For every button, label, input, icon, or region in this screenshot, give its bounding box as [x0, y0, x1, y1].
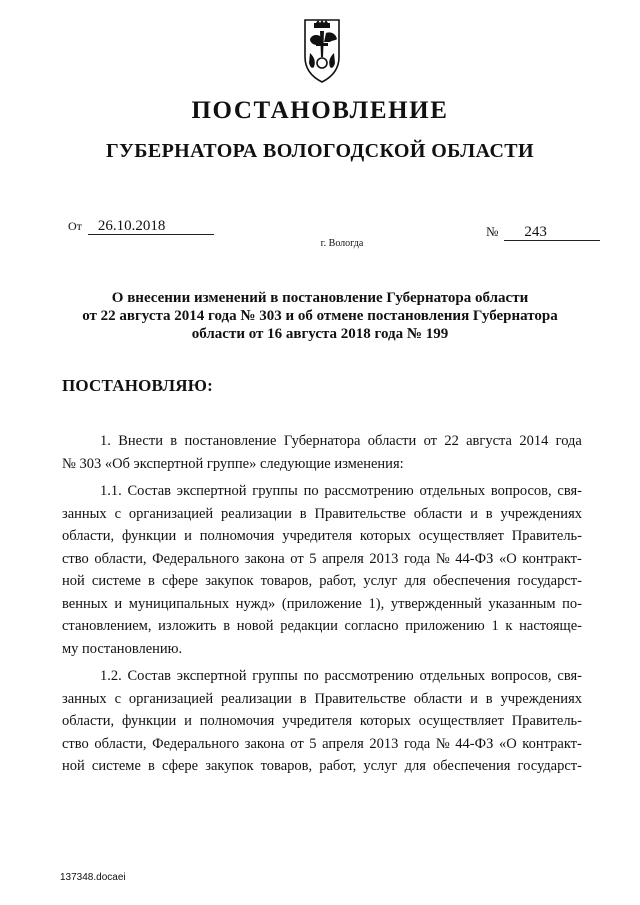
- body-word: изложить: [158, 618, 217, 634]
- body-text: [100, 480, 582, 503]
- body-text: [100, 665, 582, 688]
- body-word: контракт-: [522, 550, 582, 567]
- body-word: полномочия: [199, 713, 275, 729]
- resolve-heading: ПОСТАНОВЛЯЮ:: [62, 376, 213, 395]
- body-word: области,: [94, 550, 147, 567]
- body-word: услуг: [363, 573, 398, 589]
- body-word: закупок: [205, 758, 254, 774]
- body-word: учреждениях: [500, 690, 582, 707]
- date-label: От: [68, 219, 82, 233]
- body-word: учреждениях: [500, 505, 582, 522]
- body-word: организацией: [128, 690, 214, 707]
- body-word: 22: [444, 433, 459, 449]
- body-word: области,: [62, 528, 115, 544]
- body-word: отдельных: [419, 483, 486, 499]
- body-line: [62, 593, 582, 616]
- body-line: [62, 453, 582, 476]
- body-word: 2014: [519, 433, 549, 449]
- body-word: 1),: [368, 595, 385, 612]
- file-reference: 137348.docaei: [60, 872, 126, 883]
- body-word: государст-: [517, 573, 582, 589]
- document-body: [62, 430, 582, 778]
- body-word: 5: [309, 550, 317, 567]
- body-word: для: [404, 573, 426, 589]
- body-word: в: [299, 505, 307, 522]
- body-word: рассмотрению: [324, 668, 414, 684]
- body-word: реализации: [221, 690, 292, 707]
- body-word: для: [404, 758, 426, 774]
- body-word: 1.1.: [100, 483, 122, 499]
- body-word: по: [303, 668, 319, 684]
- city-label: г. Вологда: [320, 238, 364, 249]
- body-word: в: [148, 573, 155, 589]
- body-word: обеспечения: [432, 573, 511, 589]
- body-word: экспертной: [176, 483, 247, 499]
- body-line: [62, 503, 582, 526]
- body-word: ство: [62, 735, 89, 752]
- body-text: [62, 525, 582, 548]
- body-word: в: [485, 505, 493, 522]
- body-word: 2013: [369, 550, 399, 567]
- body-word: и: [114, 595, 123, 612]
- body-word: 2013: [369, 735, 399, 752]
- body-word: в: [148, 758, 155, 774]
- body-word: Правитель-: [511, 713, 582, 729]
- body-word: и: [184, 713, 192, 729]
- body-word: 1: [491, 618, 499, 634]
- body-word: венных: [62, 595, 108, 612]
- body-word: от: [423, 433, 437, 449]
- document-title: ПОСТАНОВЛЕНИЕ: [191, 97, 449, 124]
- body-word: занных: [62, 690, 107, 707]
- body-word: работ,: [319, 758, 357, 774]
- body-word: товаров,: [260, 758, 313, 774]
- body-word: учредителя: [282, 713, 353, 729]
- body-line: [62, 638, 582, 661]
- body-word: Правительстве: [314, 505, 406, 522]
- body-word: закупок: [205, 573, 254, 589]
- body-word: 1.2.: [100, 668, 122, 684]
- body-line: [62, 430, 582, 453]
- body-word: свя-: [557, 483, 582, 499]
- body-word: отдельных: [419, 668, 486, 684]
- body-word: приложению: [405, 618, 485, 634]
- body-word: Состав: [127, 668, 172, 684]
- body-word: группы: [252, 483, 298, 499]
- body-word: №: [435, 735, 450, 752]
- body-word: закона: [244, 735, 285, 752]
- body-word: в: [170, 433, 178, 449]
- body-word: апреля: [322, 550, 364, 567]
- body-word: и: [184, 528, 192, 544]
- body-text: № 303 «Об экспертной группе» следующие изменения:: [62, 455, 404, 472]
- body-word: «О: [498, 735, 517, 752]
- body-word: осуществляет: [418, 713, 504, 729]
- body-word: области: [413, 505, 463, 522]
- subject-line: О внесении изменений в постановление Губернатора области: [111, 290, 529, 306]
- body-word: сфере: [161, 758, 199, 774]
- body-word: по: [303, 483, 319, 499]
- body-word: августа: [466, 433, 512, 449]
- body-text: [100, 430, 582, 453]
- body-text: [62, 570, 582, 593]
- body-word: реализации: [221, 505, 292, 522]
- body-word: функции: [121, 713, 177, 729]
- body-word: области,: [94, 735, 147, 752]
- body-line: [62, 755, 582, 778]
- body-word: новой: [236, 618, 274, 634]
- body-word: Внести: [118, 433, 163, 449]
- body-word: ной: [62, 758, 85, 774]
- body-word: экспертной: [176, 668, 247, 684]
- body-word: апреля: [322, 735, 364, 752]
- body-word: сфере: [161, 573, 199, 589]
- body-word: (приложение: [281, 595, 362, 612]
- body-word: ной: [62, 573, 85, 589]
- body-word: области: [413, 690, 463, 707]
- body-word: согласно: [344, 618, 399, 634]
- body-word: от: [290, 550, 304, 567]
- body-word: с: [114, 505, 121, 522]
- body-word: занных: [62, 505, 107, 522]
- body-word: вопросов,: [490, 668, 552, 684]
- body-word: рассмотрению: [324, 483, 414, 499]
- document-subtitle: ГУБЕРНАТОРА ВОЛОГОДСКОЙ ОБЛАСТИ: [106, 140, 534, 162]
- body-word: свя-: [557, 668, 582, 684]
- body-word: которых: [359, 713, 411, 729]
- body-word: области,: [62, 713, 115, 729]
- body-word: редакции: [280, 618, 338, 634]
- body-line: [62, 570, 582, 593]
- body-word: утвержденный: [390, 595, 482, 612]
- body-line: [62, 548, 582, 571]
- body-text: [62, 710, 582, 733]
- body-word: закона: [244, 550, 285, 567]
- body-word: системе: [91, 758, 141, 774]
- body-word: полномочия: [199, 528, 275, 544]
- date-field: [68, 218, 214, 235]
- body-word: 44-ФЗ: [455, 550, 494, 567]
- body-line: [62, 688, 582, 711]
- body-word: от: [290, 735, 304, 752]
- body-word: Состав: [127, 483, 172, 499]
- body-line: [62, 480, 582, 503]
- body-word: организацией: [128, 505, 214, 522]
- body-text: [62, 548, 582, 571]
- body-word: Губернатора: [283, 433, 361, 449]
- body-word: года: [403, 550, 431, 567]
- date-value: 26.10.2018: [88, 218, 214, 235]
- body-text: [62, 593, 582, 616]
- body-word: учредителя: [282, 528, 353, 544]
- body-word: Правительстве: [314, 690, 406, 707]
- body-text: [62, 615, 582, 638]
- body-text: [62, 688, 582, 711]
- subject-line: от 22 августа 2014 года № 303 и об отмене постановления Губернатора: [82, 308, 558, 324]
- body-word: 1.: [100, 433, 111, 449]
- body-line: [62, 733, 582, 756]
- body-word: области: [367, 433, 417, 449]
- body-word: с: [114, 690, 121, 707]
- number-value: 243: [504, 224, 600, 241]
- document-subject: [60, 289, 580, 343]
- body-word: нужд»: [235, 595, 276, 612]
- subject-line: области от 16 августа 2018 года № 199: [191, 326, 449, 342]
- body-word: в: [299, 690, 307, 707]
- body-line: [62, 615, 582, 638]
- body-text: му постановлению.: [62, 640, 183, 657]
- body-line: [62, 710, 582, 733]
- body-word: указанным: [488, 595, 556, 612]
- body-line: [62, 525, 582, 548]
- body-word: группы: [252, 668, 298, 684]
- body-word: услуг: [363, 758, 398, 774]
- body-text: [62, 503, 582, 526]
- body-text: [62, 733, 582, 756]
- body-word: становлением,: [62, 618, 152, 634]
- body-word: Правитель-: [511, 528, 582, 544]
- body-text: [62, 755, 582, 778]
- body-word: осуществляет: [418, 528, 504, 544]
- body-word: настояще-: [519, 618, 582, 634]
- body-word: системе: [91, 573, 141, 589]
- body-word: постановление: [184, 433, 277, 449]
- body-word: вопросов,: [490, 483, 552, 499]
- body-word: государст-: [517, 758, 582, 774]
- body-line: [62, 665, 582, 688]
- body-word: которых: [359, 528, 411, 544]
- body-word: контракт-: [522, 735, 582, 752]
- body-word: года: [403, 735, 431, 752]
- body-word: и: [470, 690, 478, 707]
- body-word: №: [435, 550, 450, 567]
- body-word: ство: [62, 550, 89, 567]
- body-word: работ,: [319, 573, 357, 589]
- body-word: в: [223, 618, 231, 634]
- body-word: Федерального: [152, 735, 240, 752]
- body-word: функции: [121, 528, 177, 544]
- number-label: №: [486, 224, 499, 239]
- body-word: 5: [309, 735, 317, 752]
- body-word: товаров,: [260, 573, 313, 589]
- body-word: по-: [562, 595, 582, 612]
- body-word: «О: [498, 550, 517, 567]
- body-word: 44-ФЗ: [455, 735, 494, 752]
- body-word: в: [485, 690, 493, 707]
- body-word: года: [555, 433, 582, 449]
- body-word: и: [470, 505, 478, 522]
- body-word: муниципальных: [128, 595, 230, 612]
- body-word: обеспечения: [432, 758, 511, 774]
- body-word: Федерального: [152, 550, 240, 567]
- body-word: к: [505, 618, 513, 634]
- coat-of-arms-icon: [302, 17, 342, 85]
